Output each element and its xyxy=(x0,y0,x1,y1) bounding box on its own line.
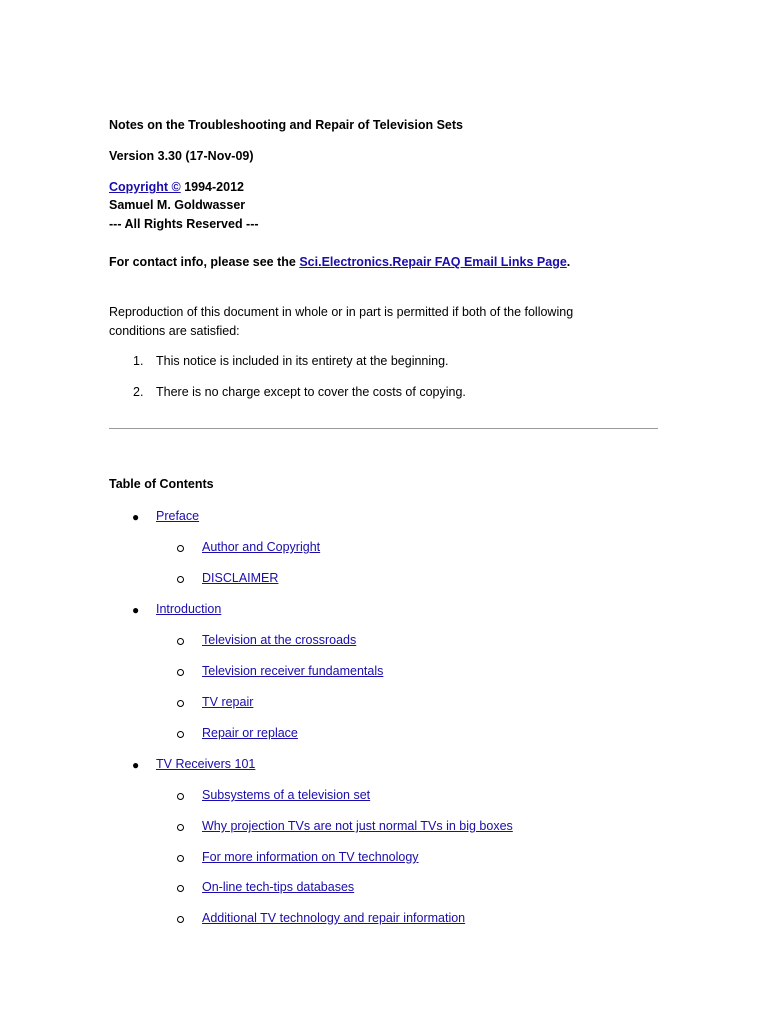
reproduction-text: Reproduction of this document in whole or in part is permitted if both of the following conditions are satisfied: xyxy=(109,305,574,338)
toc-link-additional-information[interactable]: Additional TV technology and repair information xyxy=(202,911,466,925)
toc-subitem xyxy=(109,695,661,715)
copyright-years: 1994-2012 xyxy=(180,180,244,194)
copyright-link[interactable]: Copyright © xyxy=(109,180,181,194)
toc-link-author-and-copyright[interactable]: Author and Copyright xyxy=(202,540,321,554)
toc-section-tv-receivers xyxy=(109,757,661,777)
bullet-icon: ● xyxy=(132,510,140,524)
toc-section-preface xyxy=(109,509,661,529)
circle-bullet-icon xyxy=(177,855,184,862)
circle-bullet-icon xyxy=(177,885,184,892)
contact-suffix: . xyxy=(566,255,571,269)
toc-subitem xyxy=(109,880,661,900)
toc-subitem xyxy=(109,911,661,931)
bullet-icon: ● xyxy=(132,758,140,772)
circle-bullet-icon xyxy=(177,824,184,831)
toc-subitem xyxy=(109,571,661,591)
version-line: Version 3.30 (17-Nov-09) xyxy=(109,149,254,163)
circle-bullet-icon xyxy=(177,669,184,676)
condition-text: This notice is included in its entirety at the beginning. xyxy=(156,354,449,368)
email-links-page-link[interactable]: Sci.Electronics.Repair FAQ Email Links Page xyxy=(299,255,567,269)
toc-subitem xyxy=(109,540,661,560)
circle-bullet-icon xyxy=(177,793,184,800)
document-title: Notes on the Troubleshooting and Repair of Television Sets xyxy=(109,118,463,132)
circle-bullet-icon xyxy=(177,545,184,552)
contact-line xyxy=(109,255,570,269)
copyright-line xyxy=(109,180,244,194)
toc-subitem xyxy=(109,819,661,839)
toc-subitem xyxy=(109,664,661,684)
toc-link-introduction[interactable]: Introduction xyxy=(156,602,222,616)
toc-heading: Table of Contents xyxy=(109,477,214,491)
horizontal-rule xyxy=(109,428,658,429)
toc-link-tech-tips-databases[interactable]: On-line tech-tips databases xyxy=(202,880,355,894)
toc-subitem xyxy=(109,633,661,653)
toc-link-subsystems[interactable]: Subsystems of a television set xyxy=(202,788,371,802)
toc-subitem xyxy=(109,788,661,808)
toc-link-more-information[interactable]: For more information on TV technology xyxy=(202,850,419,864)
toc-link-tv-repair[interactable]: TV repair xyxy=(202,695,254,709)
toc-link-television-at-the-crossroads[interactable]: Television at the crossroads xyxy=(202,633,357,647)
toc-subitem xyxy=(109,850,661,870)
condition-text: There is no charge except to cover the costs of copying. xyxy=(156,385,466,399)
toc-link-repair-or-replace[interactable]: Repair or replace xyxy=(202,726,298,740)
toc-link-receiver-fundamentals[interactable]: Television receiver fundamentals xyxy=(202,664,384,678)
toc-link-disclaimer[interactable]: DISCLAIMER xyxy=(202,571,279,585)
contact-prefix: For contact info, please see the xyxy=(109,255,300,269)
toc-section-introduction xyxy=(109,602,661,622)
rights-line: --- All Rights Reserved --- xyxy=(109,217,259,231)
toc-link-projection-tvs[interactable]: Why projection TVs are not just normal TVs in big boxes xyxy=(202,819,513,833)
toc-link-preface[interactable]: Preface xyxy=(156,509,200,523)
circle-bullet-icon xyxy=(177,731,184,738)
toc-link-tv-receivers-101[interactable]: TV Receivers 101 xyxy=(156,757,256,771)
document-page xyxy=(109,0,661,1024)
condition-number: 1. xyxy=(133,354,144,368)
circle-bullet-icon xyxy=(177,638,184,645)
bullet-icon: ● xyxy=(132,603,140,617)
condition-number: 2. xyxy=(133,385,144,399)
author-name: Samuel M. Goldwasser xyxy=(109,198,246,212)
circle-bullet-icon xyxy=(177,576,184,583)
toc-subitem xyxy=(109,726,661,746)
circle-bullet-icon xyxy=(177,700,184,707)
circle-bullet-icon xyxy=(177,916,184,923)
